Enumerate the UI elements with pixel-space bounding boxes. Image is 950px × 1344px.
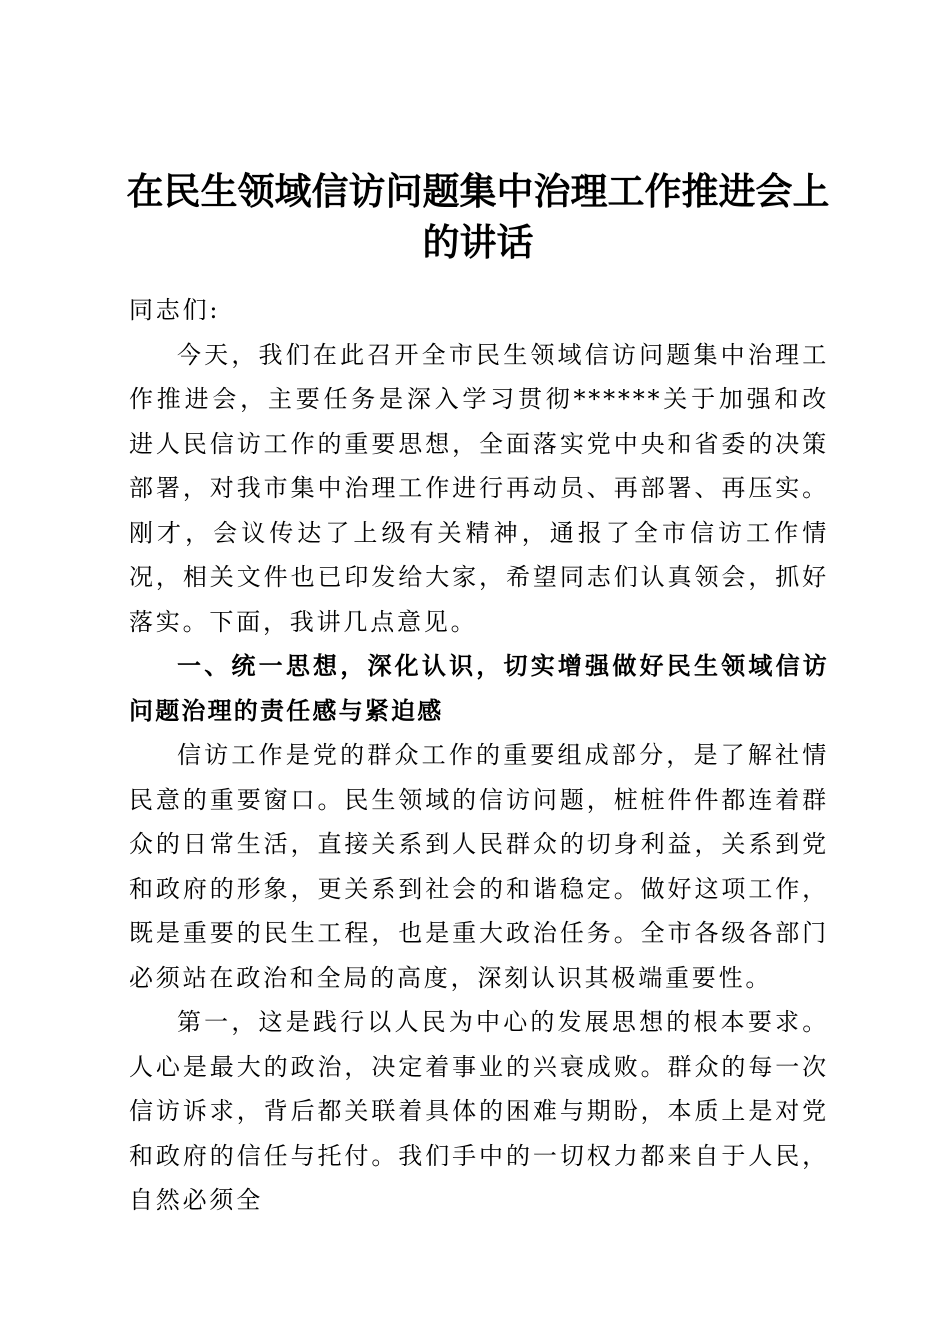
salutation: 同志们: — [129, 296, 221, 324]
paragraph-point1: 第一，这是践行以人民为中心的发展思想的根本要求。人心是最大的政治，决定着事业的兴衰成败。群众的每一次信访诉求，背后都关联着具体的困难与期盼，本质上是对党和政府的信任与托付。我们手中的一切权力都来自于人民，自然必须全 — [129, 1008, 829, 1214]
paragraph-intro: 今天，我们在此召开全市民生领域信访问题集中治理工作推进会，主要任务是深入学习贯彻******关于加强和改进人民信访工作的重要思想，全面落实党中央和省委的决策部署，对我市集中治理工作进行再动员、再部署、再压实。刚才，会议传达了上级有关精神，通报了全市信访工作情况，相关文件也已印发给大家，希望同志们认真领会，抓好落实。下面，我讲几点意见。 — [129, 340, 829, 636]
document-title: 在民生领域信访问题集中治理工作推进会上的讲话 — [126, 170, 830, 264]
document-body — [129, 288, 829, 1223]
paragraph-section1: 信访工作是党的群众工作的重要组成部分，是了解社情民意的重要窗口。民生领域的信访问题，桩桩件件都连着群众的日常生活，直接关系到人民群众的切身利益，关系到党和政府的形象，更关系到社会的和谐稳定。做好这项工作，既是重要的民生工程，也是重大政治任务。全市各级各部门必须站在政治和全局的高度，深刻认识其极端重要性。 — [129, 741, 829, 992]
section-heading-1: 一、统一思想，深化认识，切实增强做好民生领域信访问题治理的责任感与紧迫感 — [129, 652, 829, 725]
